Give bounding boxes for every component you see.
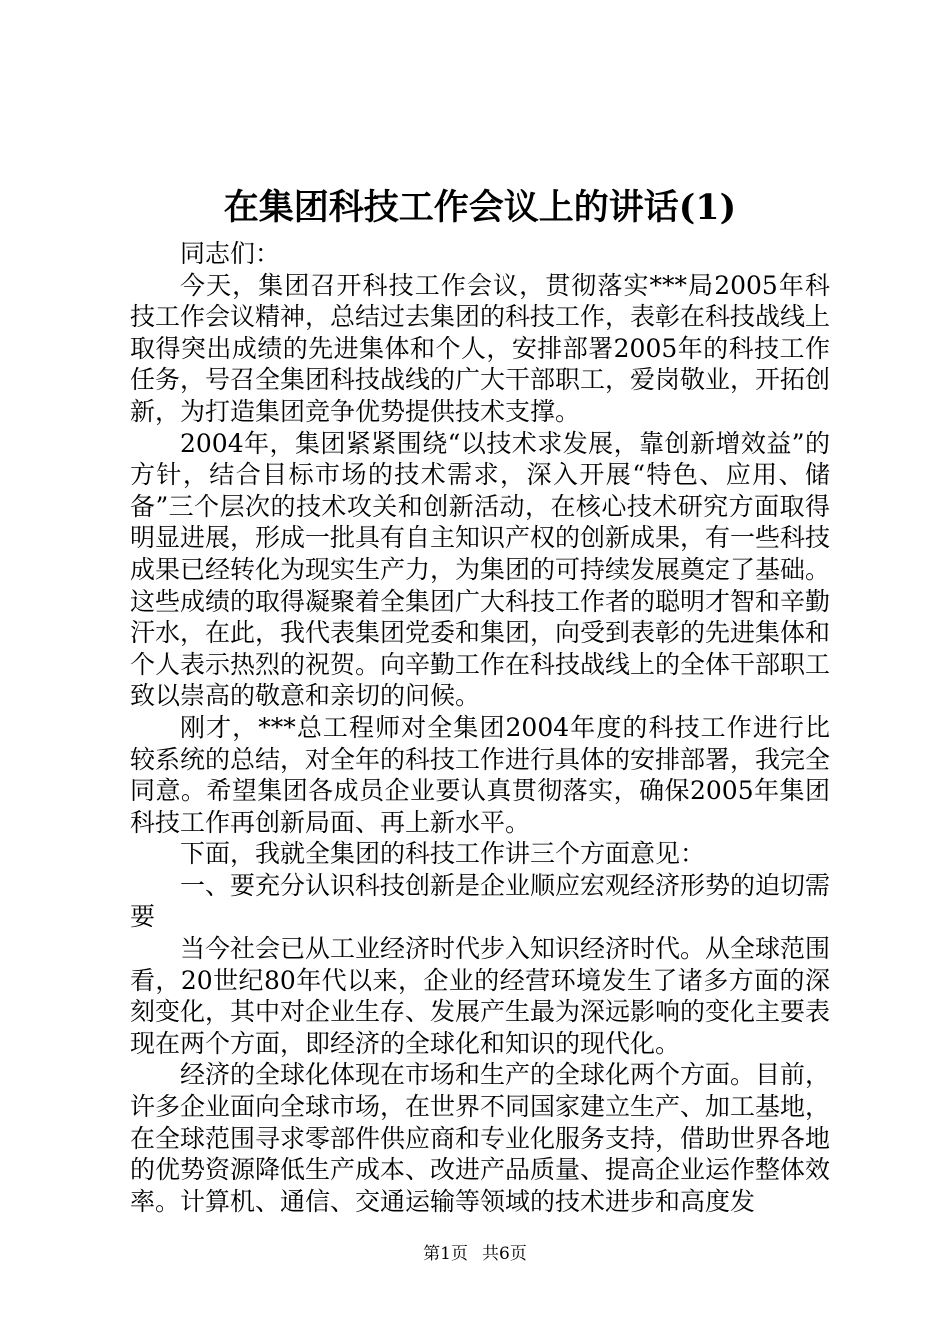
page-total: 共6页 [482, 1244, 527, 1264]
section-heading-one: 一、要充分认识科技创新是企业顺应宏观经济形势的迫切需要 [130, 870, 831, 932]
paragraph-achievements-2004: 2004年，集团紧紧围绕“以技术求发展，靠创新增效益”的方针，结合目标市场的技术需求，深入开展“特色、应用、储备”三个层次的技术攻关和创新活动，在核心技术研究方面取得明显进展，形成一批具有自主知识产权的创新成果，有一些科技成果已经转化为现实生产力，为集团的可持续发展奠定了基础。这些成绩的取得凝聚着全集团广大科技工作者的聪明才智和辛勤汗水，在此，我代表集团党委和集团，向受到表彰的先进集体和个人表示热烈的祝贺。向辛勤工作在科技战线上的全体干部职工致以崇高的敬意和亲切的问候。 [130, 428, 831, 711]
paragraph-globalization: 经济的全球化体现在市场和生产的全球化两个方面。目前，许多企业面向全球市场，在世界不同国家建立生产、加工基地，在全球范围寻求零部件供应商和专业化服务支持，借助世界各地的优势资源降低生产成本、改进产品质量、提高企业运作整体效率。计算机、通信、交通运输等领域的技术进步和高度发 [130, 1060, 831, 1216]
paragraph-outline-intro: 下面，我就全集团的科技工作讲三个方面意见： [180, 839, 706, 869]
document-body [130, 238, 830, 1217]
page-number: 第1页 [423, 1244, 468, 1264]
paragraph-knowledge-economy: 当今社会已从工业经济时代步入知识经济时代。从全球范围看，20世纪80年代以来，企业的经营环境发生了诸多方面的深刻变化，其中对企业生存、发展产生最为深远影响的变化主要表现在两个方面，即经济的全球化和知识的现代化。 [130, 934, 831, 1058]
page-footer [0, 1242, 950, 1266]
salutation: 同志们： [180, 239, 281, 268]
paragraph-endorsement: 刚才，***总工程师对全集团2004年度的科技工作进行比较系统的总结，对全年的科技工作进行具体的安排部署，我完全同意。希望集团各成员企业要认真贯彻落实，确保2005年集团科技工作再创新局面、再上新水平。 [130, 712, 831, 837]
document-title: 在集团科技工作会议上的讲话(1) [223, 187, 737, 228]
paragraph-opening: 今天，集团召开科技工作会议，贯彻落实***局2005年科技工作会议精神，总结过去集团的科技工作，表彰在科技战线上取得突出成绩的先进集体和个人，安排部署2005年的科技工作任务，号召全集团科技战线的广大干部职工，爱岗敬业，开拓创新，为打造集团竞争优势提供技术支撑。 [130, 270, 831, 426]
